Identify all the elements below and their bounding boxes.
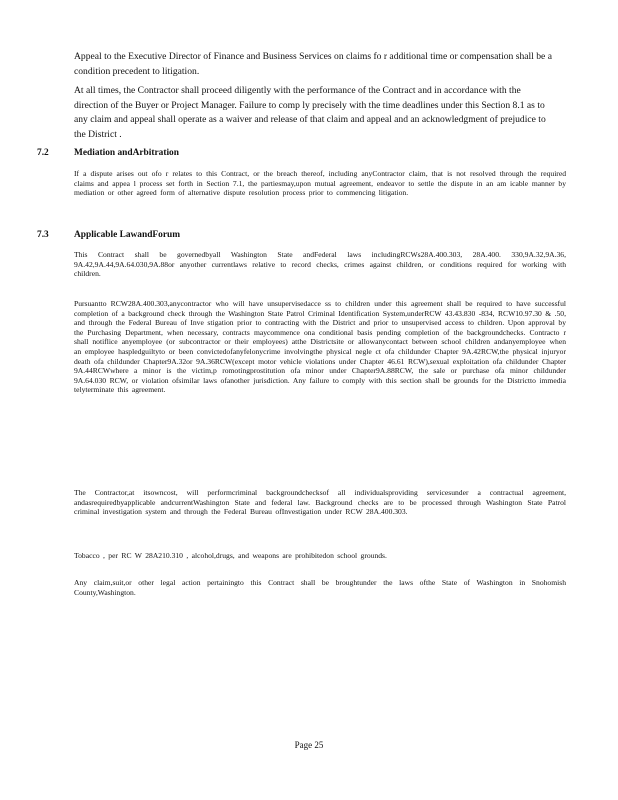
section-7-3-title: Applicable LawandForum <box>74 230 181 240</box>
section-7-2-title: Mediation andArbitration <box>74 148 179 158</box>
section-7-3-paragraph-1: This Contract shall be governedbyall Washington State andFederal laws includingRCWs28A.400.303, 28A.400. 330,9A.32,9A.36, 9A.42,9A.44,9A.64.030,9A.88or anyother currentlaws relative to record checks, crimes against children, or conditions required for working with children. <box>74 250 566 279</box>
page-number: Page 25 <box>294 740 324 750</box>
section-7-3-paragraph-2: Pursuantto RCW28A.400.303,anycontractor who will have unsupervisedacce ss to children under this agreement shall be required to have successful completion of a background check through the Washington State Patrol Criminal Identification System,underRCW 43.43.830 -834, RCW10.97.30 & .50, and through the Federal Bureau of Inve stigation prior to contracting with the District and prior to unsupervised access to children. Upon approval by the Purchasing Department, when necessary, contracts maycommence ona conditional basis pending completion of the backgroundchecks. Contracto r shall notiflice anyemployee (or subcontractor or their employees) atthe Districtsite or allowanycontact between school children andanyemployee when an employee haspledguiltyto or been convictedofanyfelonycrime involvingthe physical negle ct ofa childunder Chapter 9A.42RCW,the physical injuryor death ofa childunder Chapter9A.32or 9A.36RCW(except motor vehicle violations under Chapter 46.61 RCW),sexual exploitation ofa childunder Chapter 9A.44RCWwhere a minor is the victim,p romotingprostitution ofa minor under Chapter9A.88RCW, the sale or purchase ofa minor childunder 9A.64.030 RCW, or violation ofsimilar laws ofanother jurisdiction. Any failure to comply with this section shall be grounds for the Districtto immedia telyterminate this agreement. <box>74 299 566 395</box>
section-7-2-number: 7.2 <box>37 148 49 158</box>
section-7-3-number: 7.3 <box>37 230 49 240</box>
section-7-3-paragraph-4: Tobacco , per RC W 28A210.310 , alcohol,drugs, and weapons are prohibitedon school grounds. <box>74 551 387 560</box>
section-7-2-text: If a dispute arises out ofo r relates to this Contract, or the breach thereof, including anyContractor claim, that is not resolved through the required claims and appea l process set forth in Section 7.1, the partiesmay,upon mutual agreement, endeavor to settle the dispute in an am icable manner by mediation or other agreed form of alternative dispute resolution process prior to commencing litigation. <box>74 169 566 198</box>
intro-paragraph-2: At all times, the Contractor shall proceed diligently with the performance of the Contract and in accordance with the direction of the Buyer or Project Manager. Failure to comp ly precisely with the time deadlines under this Section 8.1 as to any claim and appeal shall operate as a waiver and release of that claim and appeal and an acknowledgment of prejudice to the District . <box>74 85 546 140</box>
section-7-3-paragraph-3: The Contractor,at itsowncost, will performcriminal backgroundchecksof all individualsproviding servicesunder a contractual agreement, andasrequiredbyapplicable andcurrentWashington State and federal law. Background checks are to be processed through Washington State Patrol criminal investigation system and through the Federal Bureau ofInvestigation under RCW 28A.400.303. <box>74 488 566 517</box>
intro-paragraph-1: Appeal to the Executive Director of Finance and Business Services on claims fo r additional time or compensation shall be a condition precedent to litigation. <box>74 51 552 77</box>
section-7-3-paragraph-5: Any claim,suit,or other legal action pertainingto this Contract shall be broughtunder the laws ofthe State of Washington in Snohomish County,Washington. <box>74 578 566 597</box>
